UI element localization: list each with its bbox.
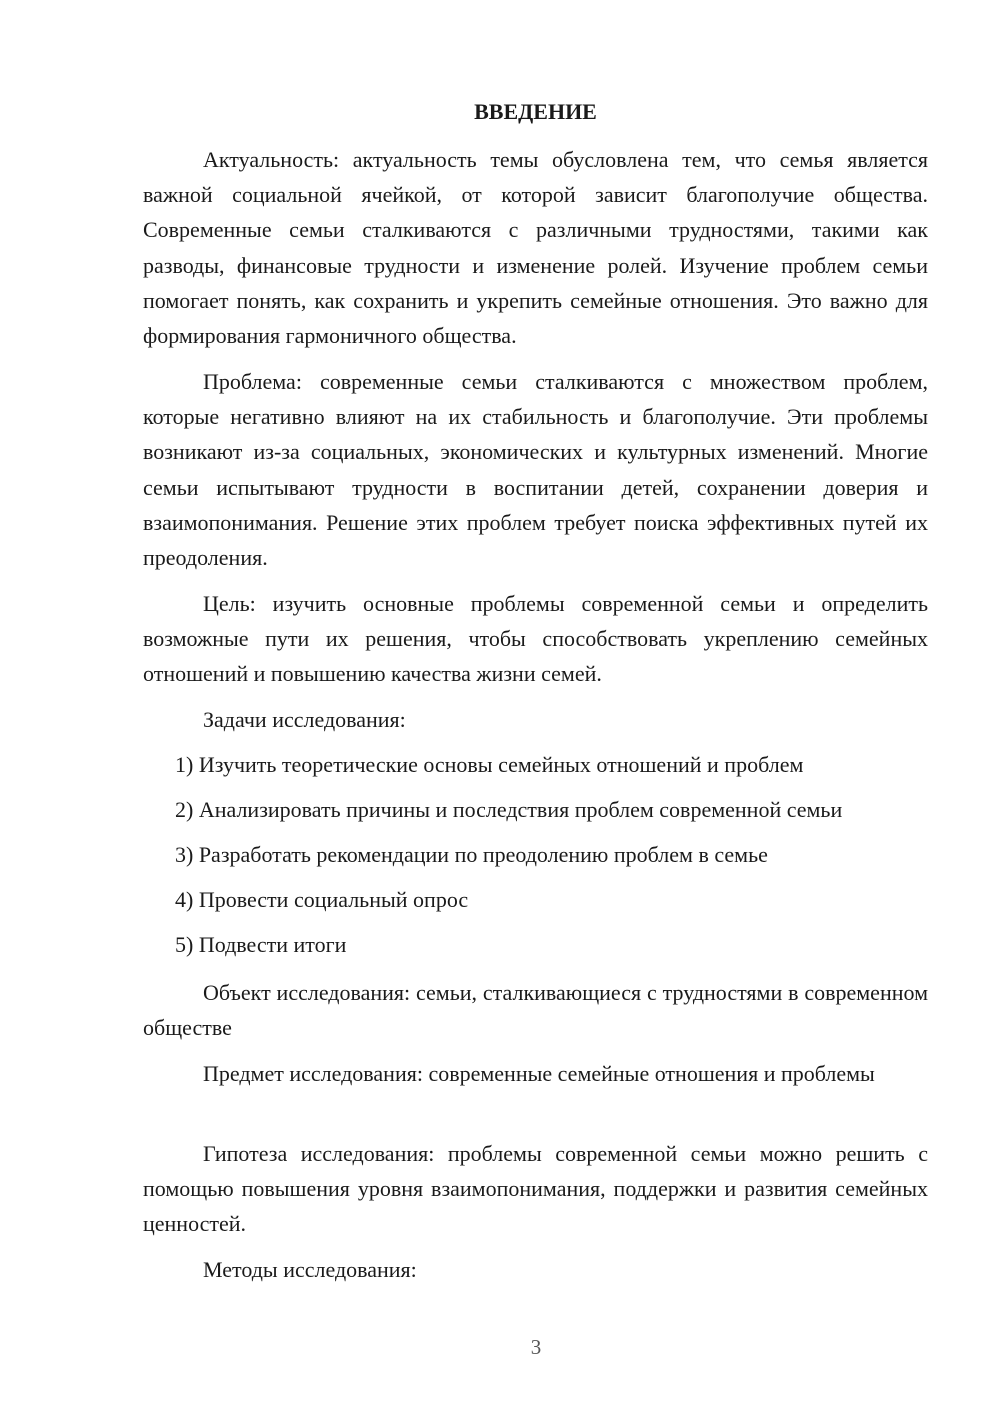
task-item-1: 1) Изучить теоретические основы семейных отношений и проблем: [175, 752, 804, 777]
paragraph-goal: Цель: изучить основные проблемы современной семьи и определить возможные пути их решения, чтобы способствовать укреплению семейных отношений и повышению качества жизни семей.: [143, 591, 928, 687]
task-item-3: 3) Разработать рекомендации по преодолению проблем в семье: [175, 842, 768, 867]
paragraph-object: Объект исследования: семьи, сталкивающиеся с трудностями в современном обществе: [143, 980, 928, 1041]
task-item-4: 4) Провести социальный опрос: [175, 887, 469, 912]
paragraph-subject: Предмет исследования: современные семейные отношения и проблемы: [203, 1061, 875, 1086]
task-item-5: 5) Подвести итоги: [175, 932, 347, 957]
methods-heading: Методы исследования:: [203, 1257, 417, 1282]
page-number: 3: [530, 1335, 542, 1359]
paragraph-problem: Проблема: современные семьи сталкиваются с множеством проблем, которые негативно влияют на их стабильность и благополучие. Эти проблемы возникают из-за социальных, экономических и культурных изменений. Многие семьи испытывают трудности в воспитании детей, сохранении доверия и взаимопонимания. Решение этих проблем требует поиска эффективных путей их преодоления.: [143, 369, 928, 571]
tasks-heading: Задачи исследования:: [203, 707, 406, 732]
paragraph-hypothesis: Гипотеза исследования: проблемы современной семьи можно решить с помощью повышения уровня взаимопонимания, поддержки и развития семейных ценностей.: [143, 1141, 928, 1237]
paragraph-relevance: Актуальность: актуальность темы обусловлена тем, что семья является важной социальной ячейкой, от которой зависит благополучие общества. Современные семьи сталкиваются с различными трудностями, такими как разводы, финансовые трудности и изменение ролей. Изучение проблем семьи помогает понять, как сохранить и укрепить семейные отношения. Это важно для формирования гармоничного общества.: [143, 147, 928, 349]
task-item-2: 2) Анализировать причины и последствия проблем современной семьи: [175, 797, 843, 822]
section-title: ВВЕДЕНИЕ: [474, 99, 597, 124]
